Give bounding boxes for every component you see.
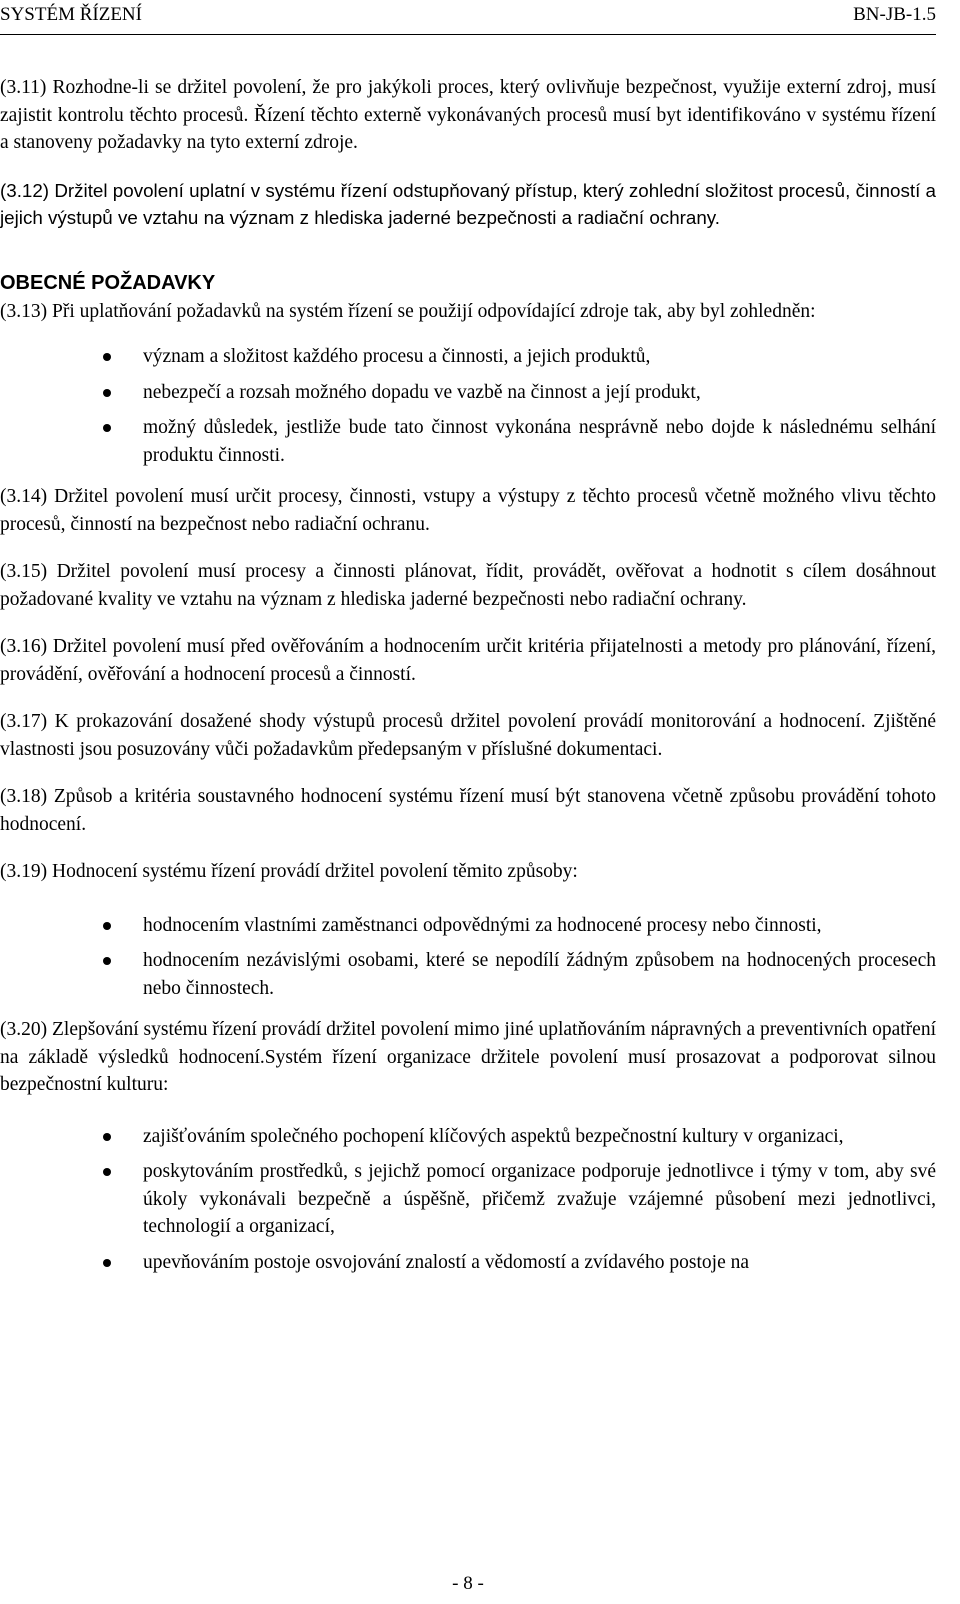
- list-item: poskytováním prostředků, s jejichž pomocí organizace podporuje jednotlivce i týmy v tom, aby své úkoly vykonávali bezpečně a úspěšně, přičemž zvažuje vzájemné působení mezi jednotlivci, technologií a organizací,: [0, 1158, 936, 1241]
- bullet-list-3-20: [0, 1123, 936, 1277]
- paragraph-3-15: (3.15) Držitel povolení musí procesy a činnosti plánovat, řídit, provádět, ověřovat a hodnotit s cílem dosáhnout požadované kvality ve vztahu na význam z hlediska jaderné bezpečnosti nebo radiační ochrany.: [0, 561, 936, 610]
- list-item: nebezpečí a rozsah možného dopadu ve vazbě na činnost a její produkt,: [0, 379, 936, 407]
- bullet-icon: [103, 353, 111, 361]
- section-heading: OBECNÉ POŽADAVKY: [0, 271, 216, 294]
- bullet-icon: [103, 1168, 111, 1176]
- header-title: SYSTÉM ŘÍZENÍ: [0, 4, 142, 25]
- list-item: význam a složitost každého procesu a činnosti, a jejich produktů,: [0, 343, 936, 371]
- paragraph-3-18: (3.18) Způsob a kritéria soustavného hodnocení systému řízení musí být stanovena včetně způsobu provádění tohoto hodnocení.: [0, 786, 936, 835]
- bullet-icon: [103, 1133, 111, 1141]
- bullet-icon: [103, 424, 111, 432]
- page-number: - 8 -: [452, 1573, 484, 1594]
- paragraph-3-13: (3.13) Při uplatňování požadavků na systém řízení se použijí odpovídající zdroje tak, aby byl zohledněn:: [0, 300, 816, 322]
- bullet-icon: [103, 1259, 111, 1267]
- list-item: možný důsledek, jestliže bude tato činnost vykonána nesprávně nebo dojde k následnému selhání produktu činnosti.: [0, 414, 936, 469]
- list-item: upevňováním postoje osvojování znalostí a vědomostí a zvídavého postoje na: [0, 1249, 936, 1277]
- list-item: zajišťováním společného pochopení klíčových aspektů bezpečnostní kultury v organizaci,: [0, 1123, 936, 1151]
- bullet-list-3-13: [0, 343, 936, 469]
- paragraph-3-12: (3.12) Držitel povolení uplatní v systému řízení odstupňovaný přístup, který zohlední složitost procesů, činností a jejich výstupů ve vztahu na význam z hlediska jaderné bezpečnosti a radiační ochrany.: [0, 179, 936, 228]
- bullet-icon: [103, 957, 111, 965]
- paragraph-3-14: (3.14) Držitel povolení musí určit procesy, činnosti, vstupy a výstupy z těchto procesů včetně možného vlivu těchto procesů, činností na bezpečnost nebo radiační ochranu.: [0, 486, 936, 535]
- bullet-icon: [103, 922, 111, 930]
- paragraph-3-11: (3.11) Rozhodne-li se držitel povolení, že pro jakýkoli proces, který ovlivňuje bezpečnost, využije externí zdroj, musí zajistit kontrolu těchto procesů. Řízení těchto externě vykonávaných procesů musí byt identifikováno v systému řízení a stanoveny požadavky na tyto externí zdroje.: [0, 77, 936, 153]
- paragraph-3-17: (3.17) K prokazování dosažené shody výstupů procesů držitel povolení provádí monitorování a hodnocení. Zjištěné vlastnosti jsou posuzovány vůči požadavkům předepsaným v příslušné dokumentaci.: [0, 711, 936, 760]
- document-body: [0, 74, 936, 1290]
- header-doc-code: BN-JB-1.5: [853, 4, 936, 25]
- page-header: [0, 0, 936, 35]
- list-item: hodnocením nezávislými osobami, které se nepodílí žádným způsobem na hodnocených procesech nebo činnostech.: [0, 947, 936, 1002]
- bullet-list-3-19: [0, 912, 936, 1003]
- paragraph-3-16: (3.16) Držitel povolení musí před ověřováním a hodnocením určit kritéria přijatelnosti a metody pro plánování, řízení, provádění, ověřování a hodnocení procesů a činností.: [0, 636, 936, 685]
- paragraph-3-19: (3.19) Hodnocení systému řízení provádí držitel povolení těmito způsoby:: [0, 861, 578, 882]
- paragraph-3-20: (3.20) Zlepšování systému řízení provádí držitel povolení mimo jiné uplatňováním nápravných a preventivních opatření na základě výsledků hodnocení.Systém řízení organizace držitele povolení musí prosazovat a podporovat silnou bezpečnostní kulturu:: [0, 1019, 936, 1095]
- bullet-icon: [103, 389, 111, 397]
- list-item: hodnocením vlastními zaměstnanci odpovědnými za hodnocené procesy nebo činnosti,: [0, 912, 936, 940]
